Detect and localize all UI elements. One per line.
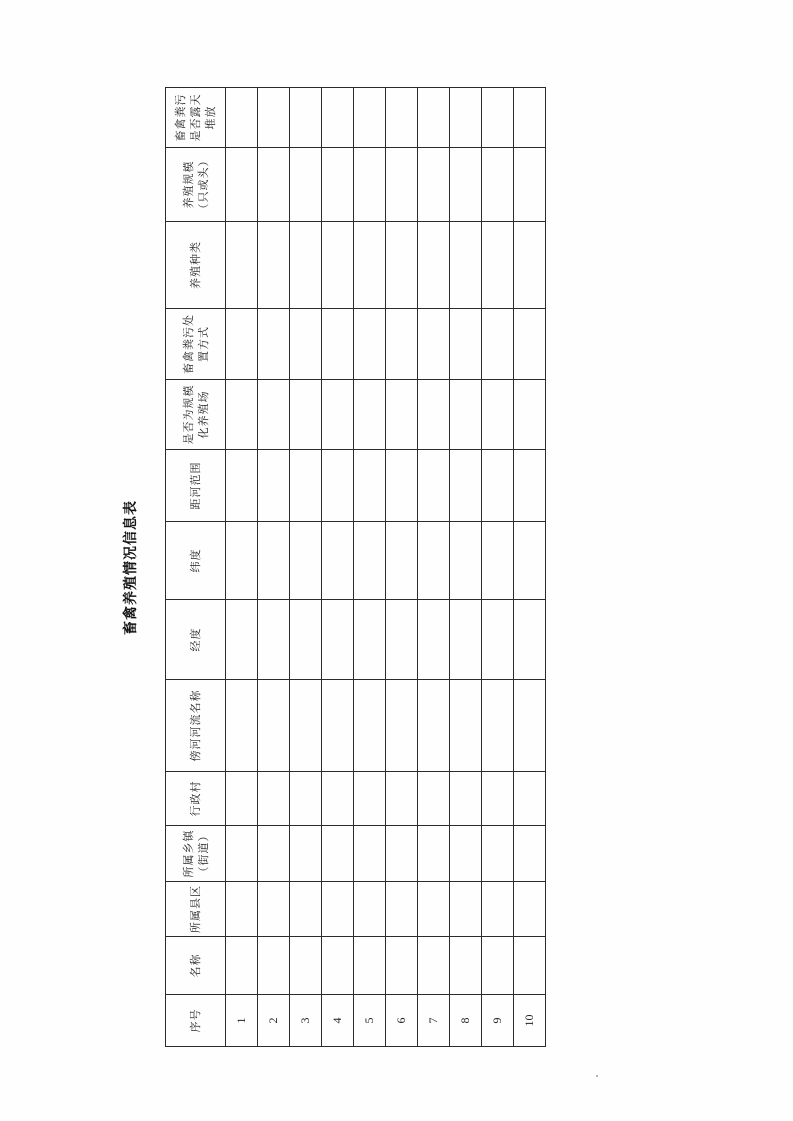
cell-species [354,222,386,309]
cell-seq: 5 [354,995,386,1047]
cell-county [258,882,290,937]
cell-scale [482,148,514,222]
cell-name [290,937,322,995]
cell-county [450,882,482,937]
cell-is-scale-farm [514,380,546,450]
header-longitude: 经度 [166,600,226,680]
cell-river-distance [418,450,450,522]
cell-name [514,937,546,995]
cell-is-scale-farm [226,380,258,450]
cell-river [226,680,258,772]
cell-river-distance [258,450,290,522]
table-row [290,88,322,1047]
cell-township [450,826,482,882]
cell-is-scale-farm [258,380,290,450]
cell-seq: 9 [482,995,514,1047]
cell-township [322,826,354,882]
cell-township [258,826,290,882]
cell-latitude [386,522,418,600]
cell-manure-open-pile [514,88,546,148]
cell-name [482,937,514,995]
cell-river-distance [354,450,386,522]
cell-county [354,882,386,937]
header-species: 养殖种类 [166,222,226,309]
cell-longitude [482,600,514,680]
cell-species [290,222,322,309]
cell-village [482,772,514,826]
header-seq: 序号 [166,995,226,1047]
cell-village [226,772,258,826]
table-row [386,88,418,1047]
cell-county [226,882,258,937]
document-title: 畜禽养殖情况信息表 [123,500,139,635]
cell-river [386,680,418,772]
cell-village [290,772,322,826]
header-scale: 养殖规模 （只或头） [166,148,226,222]
table-row [450,88,482,1047]
cell-scale [386,148,418,222]
cell-township [290,826,322,882]
cell-seq: 2 [258,995,290,1047]
cell-township [514,826,546,882]
cell-species [226,222,258,309]
cell-river-distance [450,450,482,522]
cell-manure-disposal [482,309,514,380]
cell-longitude [258,600,290,680]
cell-river [482,680,514,772]
cell-county [418,882,450,937]
cell-species [514,222,546,309]
cell-township [354,826,386,882]
cell-is-scale-farm [450,380,482,450]
cell-scale [450,148,482,222]
cell-name [450,937,482,995]
cell-name [258,937,290,995]
table-row [322,88,354,1047]
cell-species [322,222,354,309]
header-is-scale-farm: 是否为规模 化养殖场 [166,380,226,450]
cell-seq: 1 [226,995,258,1047]
cell-manure-open-pile [290,88,322,148]
cell-manure-disposal [226,309,258,380]
cell-latitude [226,522,258,600]
table-row [226,88,258,1047]
cell-species [258,222,290,309]
cell-longitude [322,600,354,680]
cell-scale [226,148,258,222]
cell-scale [258,148,290,222]
header-manure-disposal: 畜禽粪污处 置方式 [166,309,226,380]
cell-manure-open-pile [322,88,354,148]
header-county: 所属县区 [166,882,226,937]
cell-manure-open-pile [386,88,418,148]
cell-scale [514,148,546,222]
cell-species [386,222,418,309]
cell-river [450,680,482,772]
cell-latitude [482,522,514,600]
rotated-sheet [100,88,545,1047]
table-row [354,88,386,1047]
cell-species [418,222,450,309]
cell-manure-open-pile [482,88,514,148]
cell-longitude [418,600,450,680]
cell-river [418,680,450,772]
cell-county [386,882,418,937]
cell-name [354,937,386,995]
table-row [418,88,450,1047]
cell-is-scale-farm [290,380,322,450]
cell-river [322,680,354,772]
cell-manure-open-pile [226,88,258,148]
cell-name [322,937,354,995]
cell-is-scale-farm [386,380,418,450]
cell-manure-disposal [322,309,354,380]
cell-village [514,772,546,826]
cell-township [226,826,258,882]
cell-species [482,222,514,309]
cell-seq: 4 [322,995,354,1047]
cell-manure-disposal [386,309,418,380]
cell-is-scale-farm [322,380,354,450]
table-header-row [166,88,226,1047]
cell-latitude [258,522,290,600]
cell-is-scale-farm [482,380,514,450]
cell-scale [354,148,386,222]
cell-river [514,680,546,772]
cell-township [482,826,514,882]
cell-river [290,680,322,772]
cell-latitude [354,522,386,600]
table-row [258,88,290,1047]
cell-county [482,882,514,937]
cell-manure-disposal [418,309,450,380]
cell-scale [418,148,450,222]
livestock-info-table [165,87,546,1047]
header-river: 傍河河流名称 [166,680,226,772]
cell-manure-open-pile [258,88,290,148]
cell-manure-disposal [450,309,482,380]
cell-name [226,937,258,995]
cell-county [322,882,354,937]
cell-longitude [450,600,482,680]
header-name: 名称 [166,937,226,995]
header-river-distance: 距河范围 [166,450,226,522]
cell-river-distance [226,450,258,522]
cell-river-distance [386,450,418,522]
table-body [226,88,546,1047]
cell-latitude [514,522,546,600]
cell-scale [290,148,322,222]
cell-river-distance [322,450,354,522]
cell-latitude [290,522,322,600]
cell-is-scale-farm [354,380,386,450]
cell-seq: 7 [418,995,450,1047]
table-row [514,88,546,1047]
cell-name [386,937,418,995]
cell-name [418,937,450,995]
cell-species [450,222,482,309]
cell-village [386,772,418,826]
cell-township [418,826,450,882]
cell-longitude [354,600,386,680]
cell-manure-disposal [354,309,386,380]
cell-village [450,772,482,826]
cell-township [386,826,418,882]
cell-river [354,680,386,772]
cell-manure-open-pile [354,88,386,148]
cell-county [514,882,546,937]
cell-latitude [418,522,450,600]
cell-longitude [226,600,258,680]
cell-is-scale-farm [418,380,450,450]
cell-manure-disposal [514,309,546,380]
cell-river-distance [514,450,546,522]
cell-seq: 8 [450,995,482,1047]
cell-manure-open-pile [450,88,482,148]
cell-river-distance [290,450,322,522]
cell-latitude [322,522,354,600]
cell-village [418,772,450,826]
cell-longitude [514,600,546,680]
cell-seq: 3 [290,995,322,1047]
cell-scale [322,148,354,222]
cell-manure-open-pile [418,88,450,148]
cell-manure-disposal [258,309,290,380]
cell-seq: 10 [514,995,546,1047]
table-row [482,88,514,1047]
cell-river [258,680,290,772]
header-manure-open-pile: 畜禽粪污 是否露天 堆放 [166,88,226,148]
cell-village [258,772,290,826]
cell-manure-disposal [290,309,322,380]
header-village: 行政村 [166,772,226,826]
cell-latitude [450,522,482,600]
scan-speck [596,1075,598,1077]
header-latitude: 纬度 [166,522,226,600]
cell-river-distance [482,450,514,522]
header-township: 所属乡镇 （街道） [166,826,226,882]
cell-longitude [386,600,418,680]
cell-seq: 6 [386,995,418,1047]
cell-longitude [290,600,322,680]
cell-county [290,882,322,937]
cell-village [322,772,354,826]
cell-village [354,772,386,826]
